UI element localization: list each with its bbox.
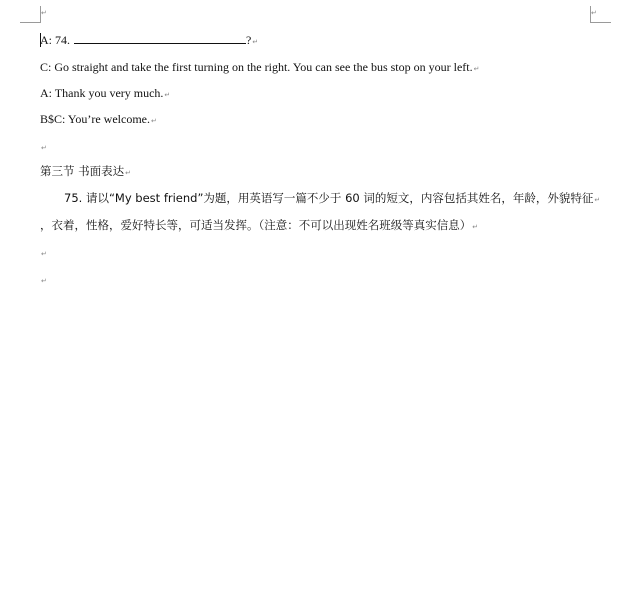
writing-task-line-2[interactable]	[40, 217, 478, 235]
line-prefix: A: 74.	[40, 33, 70, 47]
paragraph-mark: ↵	[125, 169, 132, 177]
paragraph-mark: ↵	[151, 117, 157, 125]
empty-line[interactable]	[40, 138, 47, 156]
line-text: A: Thank you very much.	[40, 86, 164, 100]
paragraph-mark: ↵	[41, 9, 47, 17]
writing-task-line-1[interactable]	[64, 190, 600, 208]
paragraph-mark: ↵	[472, 223, 479, 231]
crop-mark-top-left	[20, 6, 41, 23]
line-text: B$C: You’re welcome.	[40, 112, 150, 126]
paragraph-mark: ↵	[41, 277, 47, 285]
answer-blank[interactable]	[74, 32, 246, 44]
paragraph-mark: ↵	[41, 250, 47, 258]
empty-line[interactable]	[40, 271, 47, 289]
line-text: ，衣着，性格，爱好特长等，可适当发挥。（注意：不可以出现姓名班级等真实信息）	[40, 218, 472, 232]
paragraph-mark: ↵	[594, 196, 601, 204]
dialogue-line-c[interactable]	[40, 59, 479, 77]
section-heading[interactable]	[40, 163, 131, 181]
paragraph-mark: ↵	[473, 65, 480, 73]
paragraph-mark: ↵	[591, 9, 597, 17]
line-text: 75. 请以“My best friend”为题，用英语写一篇不少于 60 词的短文，内容包括其姓名，年龄，外貌特征	[64, 191, 594, 205]
line-text: C: Go straight and take the first turning on the right. You can see the bus stop on your left.	[40, 60, 473, 74]
line-text: 第三节 书面表达	[40, 164, 125, 178]
dialogue-line-a[interactable]	[40, 85, 170, 103]
paragraph-mark: ↵	[252, 38, 259, 46]
line-suffix: ?	[246, 33, 252, 47]
paragraph-mark: ↵	[41, 144, 47, 152]
dialogue-line-a-74[interactable]	[40, 32, 258, 50]
dialogue-line-bc[interactable]	[40, 111, 157, 129]
paragraph-mark: ↵	[164, 91, 171, 99]
empty-line[interactable]	[40, 244, 47, 262]
